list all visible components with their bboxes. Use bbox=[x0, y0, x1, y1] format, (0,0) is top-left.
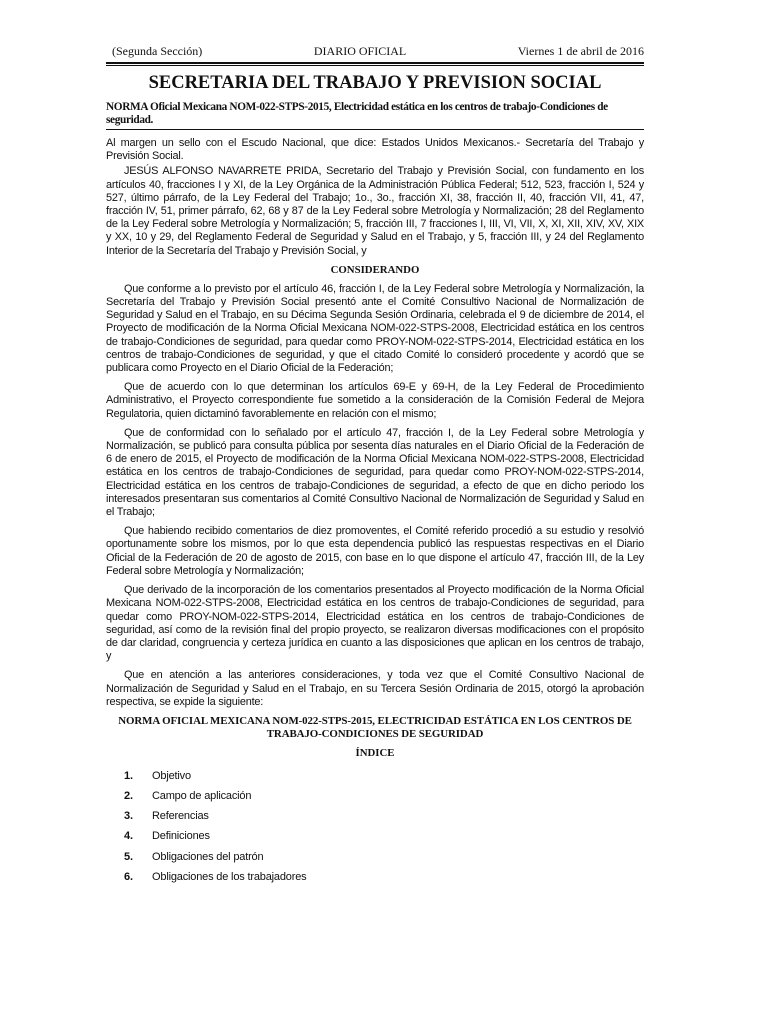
document-body bbox=[106, 137, 644, 887]
index-label: Referencias bbox=[152, 810, 209, 823]
index-number: 5. bbox=[124, 850, 133, 863]
index-list bbox=[106, 766, 644, 887]
index-item bbox=[106, 847, 644, 867]
index-label: Definiciones bbox=[152, 830, 210, 843]
paragraph-considerando-2: Que de acuerdo con lo que determinan los artículos 69-E y 69-H, de la Ley Federal de Procedimiento Administrativo, el Proyecto correspondiente fue sometido a la consideración de la Comisión Federal de Mejora Regulatoria, quien dictaminó favorablemente en relación con el mismo; bbox=[106, 381, 644, 420]
index-item bbox=[106, 786, 644, 806]
header-date: Viernes 1 de abril de 2016 bbox=[517, 44, 644, 58]
index-number: 6. bbox=[124, 870, 133, 883]
index-item bbox=[106, 867, 644, 887]
considerando-heading: CONSIDERANDO bbox=[330, 263, 420, 276]
index-label: Obligaciones del patrón bbox=[152, 850, 264, 863]
header-rule bbox=[106, 62, 644, 66]
paragraph-considerando-5: Que derivado de la incorporación de los comentarios presentados al Proyecto modificación de la Norma Oficial Mexicana NOM-022-STPS-2008, Electricidad estática en los centros de trabajo-Condiciones de seguridad, para quedar como PROY-NOM-022-STPS-2014, Electricidad estática en los centros de trabajo-Condiciones de seguridad, así como de la revisión final del propio proyecto, se realizaron diversas modificaciones con el propósito de dar claridad, congruencia y certeza jurídica en cuanto a las disposiciones que aplican en los centros de trabajo, y bbox=[106, 584, 644, 663]
paragraph-considerando-4: Que habiendo recibido comentarios de diez promoventes, el Comité referido procedió a su estudio y resolvió oportunamente sobre los mismos, por lo que esta dependencia publicó las respuestas respectivas en el Diario Oficial de la Federación de 20 de agosto de 2015, con base en lo que dispone el artículo 47, fracción III, de la Ley Federal sobre Metrología y Normalización; bbox=[106, 525, 644, 577]
index-label: Campo de aplicación bbox=[152, 790, 252, 803]
index-label: Objetivo bbox=[152, 769, 191, 782]
secretaria-heading: SECRETARIA DEL TRABAJO Y PREVISION SOCIAL bbox=[148, 73, 602, 93]
index-number: 3. bbox=[124, 810, 133, 823]
paragraph-considerando-1: Que conforme a lo previsto por el artículo 46, fracción I, de la Ley Federal sobre Metrología y Normalización, la Secretaría del Trabajo y Previsión Social presentó ante el Comité Consultivo Nacional de Normalización de Seguridad y Salud en el Trabajo, en su Décima Segunda Sesión Ordinaria, celebrada el 9 de diciembre de 2014, el Proyecto de modificación de la Norma Oficial Mexicana NOM-022-STPS-2008, Electricidad estática en los centros de trabajo-Condiciones de seguridad, para quedar como PROY-NOM-022-STPS-2014, Electricidad estática en los centros de trabajo-Condiciones de seguridad, y que el citado Comité lo consideró procedente y acordó que se publicara como Proyecto en el Diario Oficial de la Federación; bbox=[106, 282, 644, 375]
index-number: 4. bbox=[124, 830, 133, 843]
norma-caps-heading: NORMA OFICIAL MEXICANA NOM-022-STPS-2015, ELECTRICIDAD ESTÁTICA EN LOS CENTROS DE TRABAJO-CONDICIONES DE SEGURIDAD bbox=[118, 714, 632, 740]
index-item bbox=[106, 806, 644, 826]
index-item bbox=[106, 766, 644, 786]
title-rule bbox=[106, 129, 644, 130]
indice-heading: ÍNDICE bbox=[355, 746, 395, 759]
index-label: Obligaciones de los trabajadores bbox=[152, 870, 307, 883]
running-header bbox=[112, 44, 644, 58]
paragraph-considerando-6: Que en atención a las anteriores consideraciones, y toda vez que el Comité Consultivo Nacional de Normalización de Seguridad y Salud en el Trabajo, en su Tercera Sesión Ordinaria de 2015, otorgó la aprobación respectiva, se expide la siguiente: bbox=[106, 669, 644, 708]
header-section: (Segunda Sección) bbox=[112, 44, 203, 58]
paragraph-sello: Al margen un sello con el Escudo Nacional, que dice: Estados Unidos Mexicanos.- Secretaría del Trabajo y Previsión Social. bbox=[106, 137, 644, 163]
norma-title: NORMA Oficial Mexicana NOM-022-STPS-2015, Electricidad estática en los centros de trabajo-Condiciones de seguridad. bbox=[106, 101, 608, 126]
header-publication: DIARIO OFICIAL bbox=[313, 44, 407, 58]
paragraph-preamble: JESÚS ALFONSO NAVARRETE PRIDA, Secretario del Trabajo y Previsión Social, con fundamento en los artículos 40, fracciones I y XI, de la Ley Orgánica de la Administración Pública Federal; 512, 523, fracción I, 524 y 527, último párrafo, de la Ley Federal del Trabajo; 1o., 3o., fracción XI, 38, fracción II, 40, fracción VII, 41, 47, fracción IV, 51, primer párrafo, 62, 68 y 87 de la Ley Federal sobre Metrología y Normalización; 28 del Reglamento de la Ley Federal sobre Metrología y Normalización; 5, fracción III, 7 fracciones I, III, VI, VII, X, XI, XII, XIV, XV, XIX y XX, 10 y 29, del Reglamento Federal de Seguridad y Salud en el Trabajo, y 5, fracción III, y 24 del Reglamento Interior de la Secretaría del Trabajo y Previsión Social, y bbox=[106, 165, 644, 257]
paragraph-considerando-3: Que de conformidad con lo señalado por el artículo 47, fracción I, de la Ley Federal sobre Metrología y Normalización, se publicó para consulta pública por sesenta días naturales en el Diario Oficial de la Federación de 6 de enero de 2015, el Proyecto de modificación de la Norma Oficial Mexicana NOM-022-STPS-2008, Electricidad estática en los centros de trabajo-Condiciones de seguridad, para quedar como PROY-NOM-022-STPS-2014, Electricidad estática en los centros de trabajo-Condiciones de seguridad, a efecto de que en dicho periodo los interesados presentaran sus comentarios al Comité Consultivo Nacional de Normalización de Seguridad y Salud en el Trabajo; bbox=[106, 426, 644, 519]
index-item bbox=[106, 826, 644, 846]
index-number: 1. bbox=[124, 769, 133, 782]
index-number: 2. bbox=[124, 790, 133, 803]
